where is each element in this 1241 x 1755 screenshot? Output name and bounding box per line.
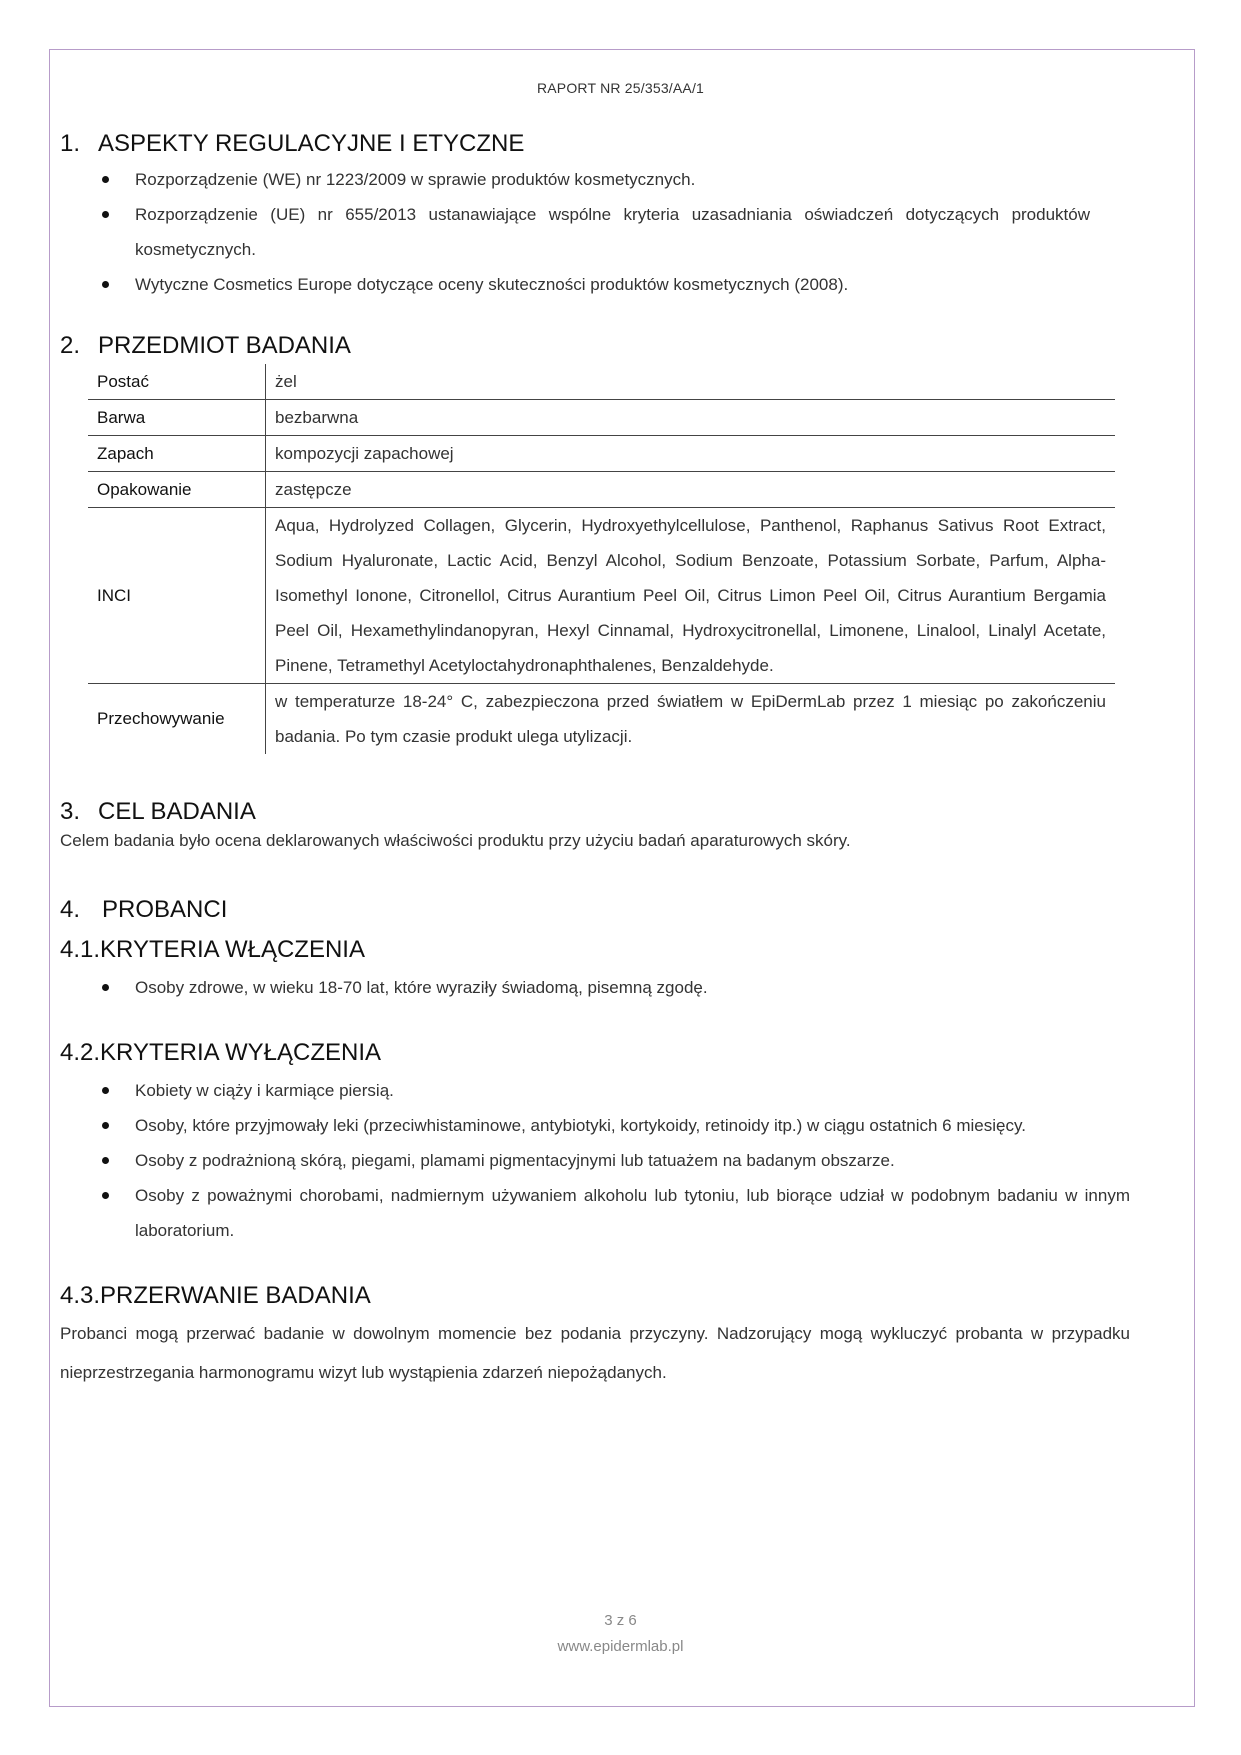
section-number: 4.2. <box>60 1039 101 1066</box>
row-key: Opakowanie <box>88 472 266 508</box>
row-key: Barwa <box>88 400 266 436</box>
inclusion-criteria-list <box>60 970 1130 1005</box>
section-4-3-heading <box>60 1282 1130 1310</box>
table-row <box>88 436 1115 472</box>
section-number: 1. <box>60 130 81 157</box>
table-row <box>88 472 1115 508</box>
product-spec-table <box>88 364 1115 754</box>
row-key: Postać <box>88 364 266 400</box>
section-title: CEL BADANIA <box>98 798 256 825</box>
section-number: 2. <box>60 332 81 359</box>
table-row <box>88 364 1115 400</box>
section-1-heading <box>60 130 1130 158</box>
row-value: żel <box>275 372 297 391</box>
report-header: RAPORT NR 25/353/AA/1 <box>536 80 705 96</box>
list-item: Osoby zdrowe, w wieku 18-70 lat, które wyraziły świadomą, pisemną zgodę. <box>60 970 1130 1005</box>
page-number: 3 z 6 <box>604 1612 637 1629</box>
section-number: 3. <box>60 798 81 825</box>
section-number: 4. <box>60 896 81 923</box>
table-row <box>88 508 1115 684</box>
list-item: Wytyczne Cosmetics Europe dotyczące oceny skuteczności produktów kosmetycznych (2008). <box>60 267 1130 302</box>
section-title: PRZEDMIOT BADANIA <box>98 332 351 359</box>
list-item: Rozporządzenie (UE) nr 655/2013 ustanawiające wspólne kryteria uzasadniania oświadczeń dotyczących produktów kosmetycznych. <box>60 197 1130 267</box>
section-3-text: Celem badania było ocena deklarowanych właściwości produktu przy użyciu badań aparaturowych skóry. <box>60 831 851 850</box>
section-title: ASPEKTY REGULACYJNE I ETYCZNE <box>98 130 525 157</box>
regulations-list <box>60 162 1130 302</box>
footer-url: www.epidermlab.pl <box>557 1638 684 1655</box>
list-item: Osoby, które przyjmowały leki (przeciwhistaminowe, antybiotyki, kortykoidy, retinoidy itp.) w ciągu ostatnich 6 miesięcy. <box>60 1108 1130 1143</box>
row-key: Przechowywanie <box>88 684 266 755</box>
row-key: INCI <box>88 508 266 684</box>
list-item: Rozporządzenie (WE) nr 1223/2009 w sprawie produktów kosmetycznych. <box>60 162 1130 197</box>
table-row <box>88 400 1115 436</box>
section-title: PRZERWANIE BADANIA <box>100 1282 371 1309</box>
section-title: KRYTERIA WYŁĄCZENIA <box>100 1039 381 1066</box>
list-item: Osoby z podrażnioną skórą, piegami, plamami pigmentacyjnymi lub tatuażem na badanym obszarze. <box>60 1143 1130 1178</box>
section-3-heading <box>60 798 1130 826</box>
section-4-1-heading <box>60 936 1130 964</box>
section-number: 4.1. <box>60 936 101 963</box>
section-number: 4.3. <box>60 1282 101 1309</box>
row-value: bezbarwna <box>275 408 359 427</box>
row-value: Aqua, Hydrolyzed Collagen, Glycerin, Hydroxyethylcellulose, Panthenol, Raphanus Sativus Root Extract, Sodium Hyaluronate, Lactic Acid, Benzyl Alcohol, Sodium Benzoate, Potassium Sorbate, Parfum, Alpha-Isomethyl Ionone, Citronellol, Citrus Aurantium Peel Oil, Citrus Limon Peel Oil, Citrus Aurantium Bergamia Peel Oil, Hexamethylindanopyran, Hexyl Cinnamal, Hydroxycitronellal, Limonene, Linalool, Linalyl Acetate, Pinene, Tetramethyl Acetyloctahydronaphthalenes, Benzaldehyde. <box>275 516 1106 675</box>
row-value: w temperaturze 18-24° C, zabezpieczona przed światłem w EpiDermLab przez 1 miesiąc po zakończeniu badania. Po tym czasie produkt ulega utylizacji. <box>275 692 1106 746</box>
list-item: Osoby z poważnymi chorobami, nadmiernym używaniem alkoholu lub tytoniu, lub biorące udział w podobnym badaniu w innym laboratorium. <box>60 1178 1130 1248</box>
section-title: PROBANCI <box>102 896 228 923</box>
list-item: Kobiety w ciąży i karmiące piersią. <box>60 1073 1130 1108</box>
section-4-2-heading <box>60 1039 1130 1067</box>
section-title: KRYTERIA WŁĄCZENIA <box>100 936 365 963</box>
section-4-heading <box>60 896 1130 924</box>
section-2-heading <box>60 332 1130 360</box>
row-value: kompozycji zapachowej <box>275 444 454 463</box>
section-4-3-text: Probanci mogą przerwać badanie w dowolnym momencie bez podania przyczyny. Nadzorujący mogą wykluczyć probanta w przypadku nieprzestrzegania harmonogramu wizyt lub wystąpienia zdarzeń niepożądanych. <box>60 1324 1130 1382</box>
exclusion-criteria-list <box>60 1073 1130 1248</box>
row-value: zastępcze <box>275 480 352 499</box>
document-body <box>60 130 1130 1392</box>
row-key: Zapach <box>88 436 266 472</box>
table-row <box>88 684 1115 755</box>
